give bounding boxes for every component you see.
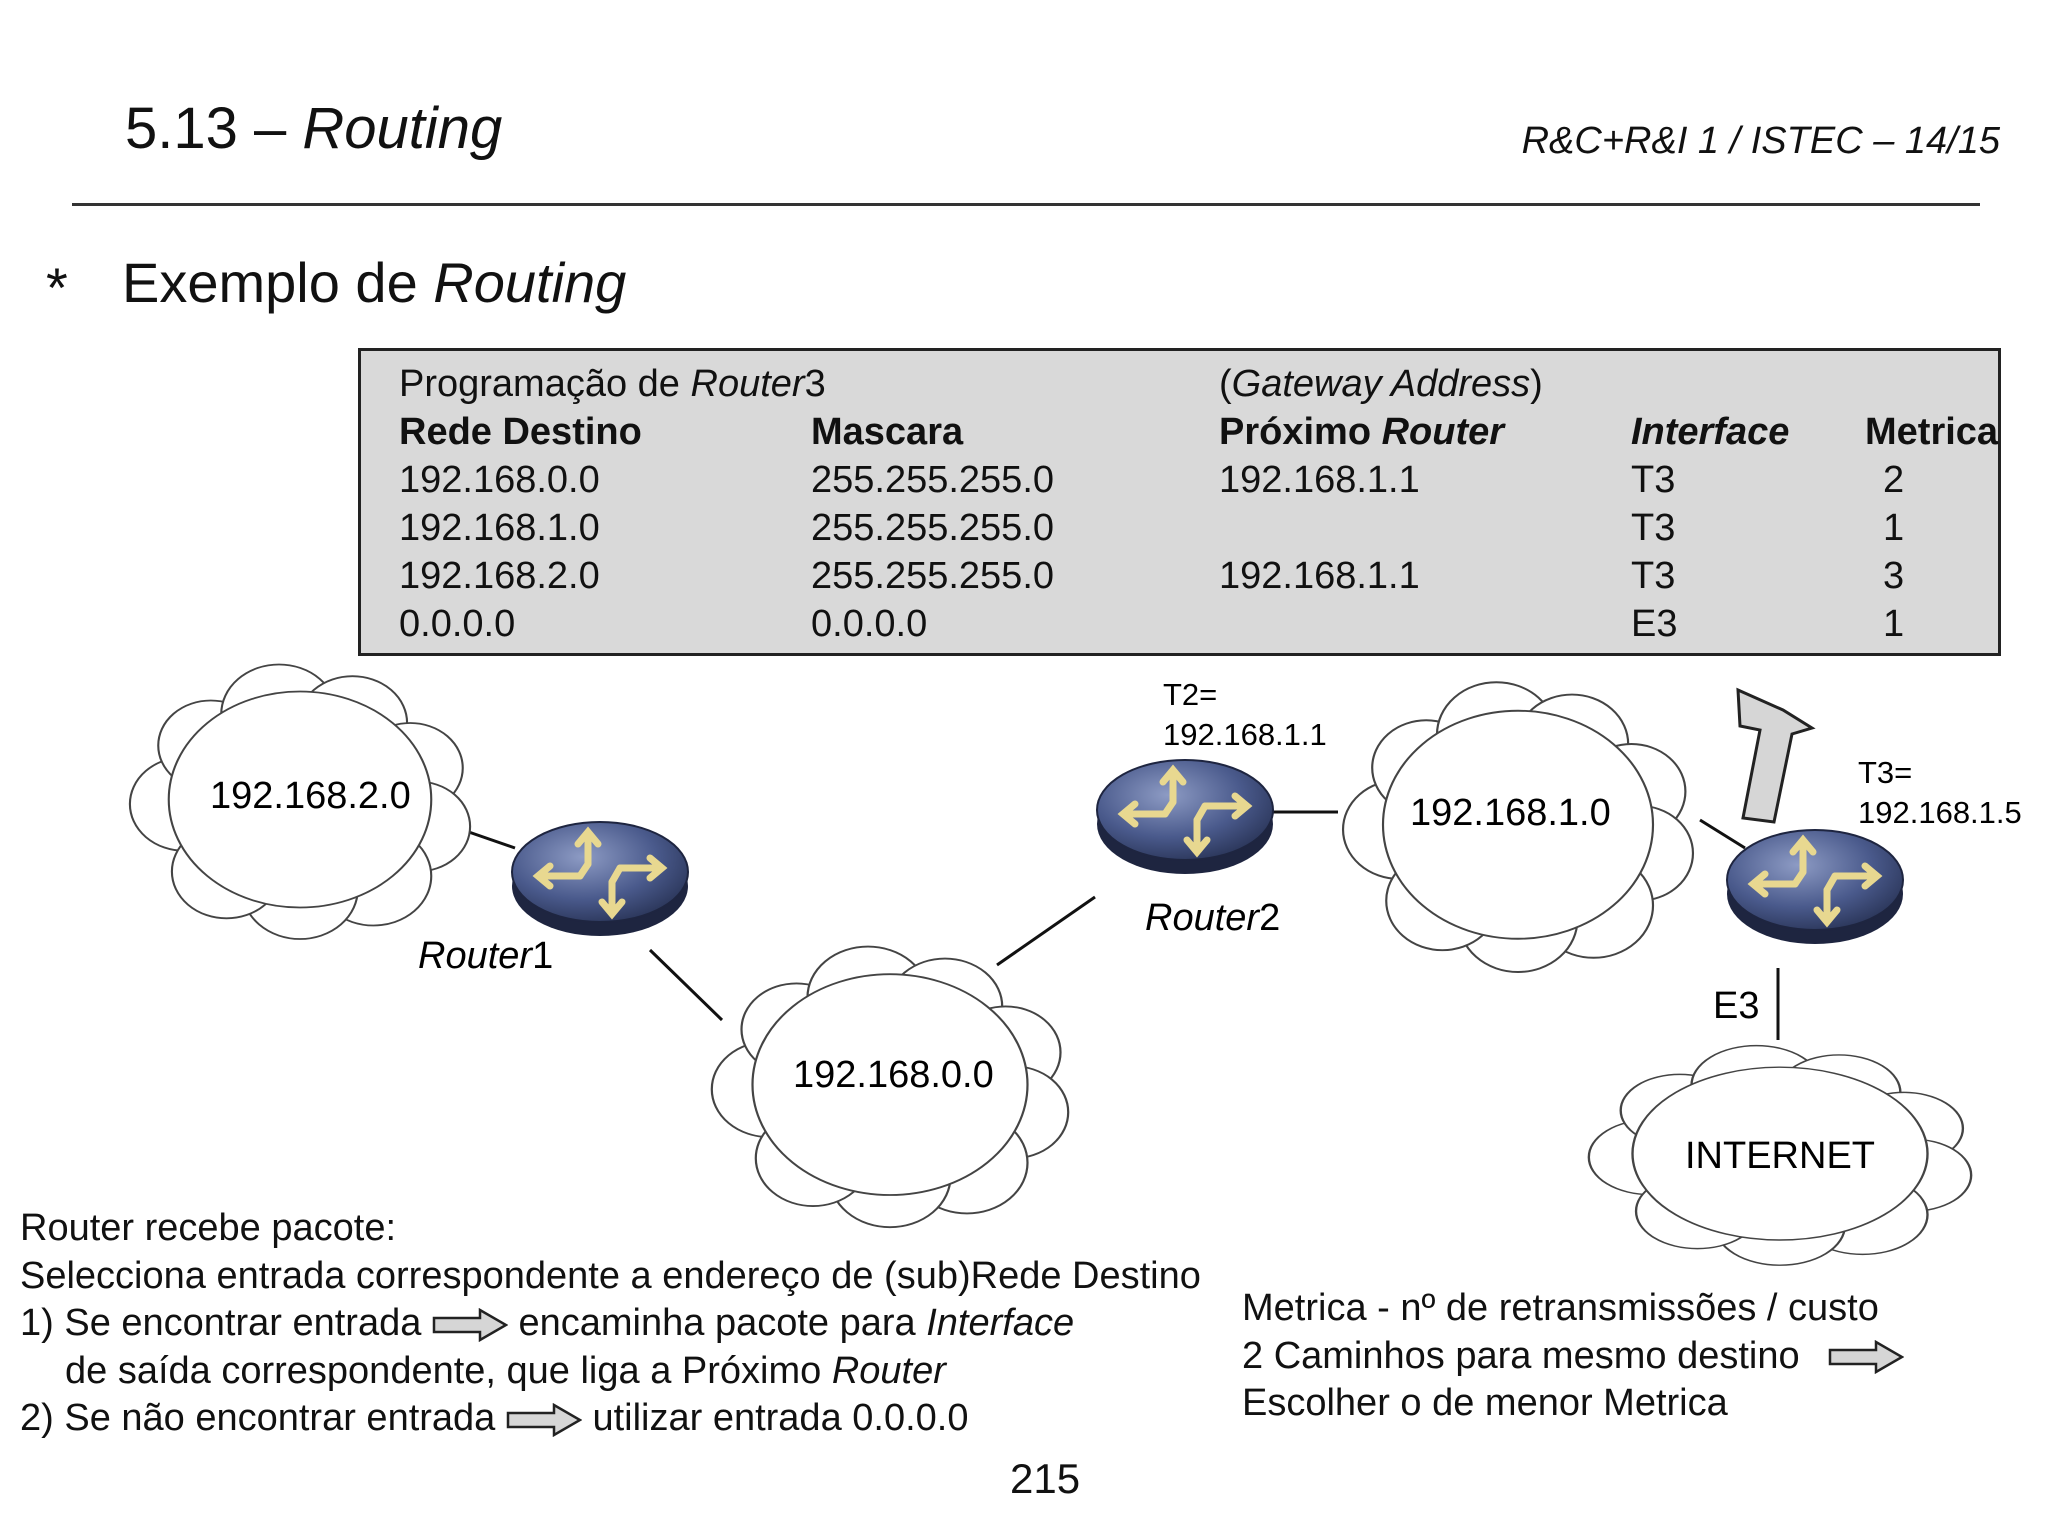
network-label-2: 192.168.2.0 [210, 775, 411, 817]
row-iface: T3 [1631, 555, 1676, 597]
t3-label: T3= [1858, 755, 1913, 790]
network-label-0: 192.168.0.0 [793, 1054, 994, 1096]
router2-label: Router2 [1145, 897, 1281, 939]
slide-title: 5.13 – Routing [125, 96, 503, 161]
row-metric: 3 [1883, 555, 1905, 597]
metric-note-line: 2 Caminhos para mesmo destino [1242, 1333, 1904, 1381]
row-iface: T3 [1631, 507, 1676, 549]
row-dest: 192.168.2.0 [399, 555, 600, 597]
row-next: 192.168.1.1 [1219, 459, 1420, 501]
row-dest: 192.168.1.0 [399, 507, 600, 549]
t2-address: 192.168.1.1 [1163, 717, 1327, 752]
row-dest: 192.168.0.0 [399, 459, 600, 501]
router1-label: Router1 [418, 935, 554, 977]
row-dest: 0.0.0.0 [399, 603, 516, 645]
header-mask: Mascara [811, 411, 964, 453]
router2-icon [1097, 760, 1273, 874]
t3-address: 192.168.1.5 [1858, 795, 2022, 830]
table-title: Programação de Router3 [399, 363, 826, 405]
header-metric: Metrica [1865, 411, 1999, 453]
note-line: 2) Se não encontrar entrada utilizar entrada 0.0.0.0 [20, 1397, 969, 1439]
row-next: 192.168.1.1 [1219, 555, 1420, 597]
row-mask: 255.255.255.0 [811, 555, 1055, 597]
note-line: 1) Se encontrar entrada encaminha pacote para Interface [20, 1302, 1075, 1344]
row-iface: E3 [1631, 603, 1678, 645]
network-label-1: 192.168.1.0 [1410, 792, 1611, 834]
row-metric: 1 [1883, 603, 1905, 645]
right-arrow-icon [506, 1403, 582, 1437]
course-tag: R&C+R&I 1 / ISTEC – 14/15 [1521, 120, 2000, 162]
router1-icon [512, 822, 688, 936]
row-mask: 255.255.255.0 [811, 507, 1055, 549]
metric-note-line: Escolher o de menor Metrica [1242, 1382, 1728, 1424]
routing-notes [20, 1205, 1201, 1443]
header-dest: Rede Destino [399, 411, 642, 453]
metric-notes [1242, 1285, 1904, 1428]
header-next-router: Próximo Router [1219, 411, 1505, 453]
row-mask: 255.255.255.0 [811, 459, 1055, 501]
metric-note-line: Metrica - nº de retransmissões / custo [1242, 1287, 1879, 1329]
bullet-marker: * [46, 256, 68, 319]
e3-label: E3 [1713, 985, 1760, 1027]
t2-label: T2= [1163, 677, 1218, 712]
right-arrow-icon [432, 1308, 508, 1342]
slide-subtitle: Exemplo de Routing [122, 251, 627, 314]
row-mask: 0.0.0.0 [811, 603, 928, 645]
up-arrow-icon [1738, 690, 1812, 822]
page-number: 215 [1010, 1455, 1081, 1502]
header-interface: Interface [1631, 411, 1790, 453]
router3-icon [1727, 830, 1903, 944]
right-arrow-icon [1828, 1340, 1904, 1374]
row-iface: T3 [1631, 459, 1676, 501]
row-metric: 2 [1883, 459, 1905, 501]
note-line: Selecciona entrada correspondente a endereço de (sub)Rede Destino [20, 1254, 1201, 1297]
internet-label: INTERNET [1685, 1135, 1875, 1177]
gateway-label: (Gateway Address) [1219, 363, 1543, 405]
note-line: Router recebe pacote: [20, 1207, 397, 1249]
note-line: de saída correspondente, que liga a Próximo Router [65, 1349, 946, 1392]
row-metric: 1 [1883, 507, 1905, 549]
